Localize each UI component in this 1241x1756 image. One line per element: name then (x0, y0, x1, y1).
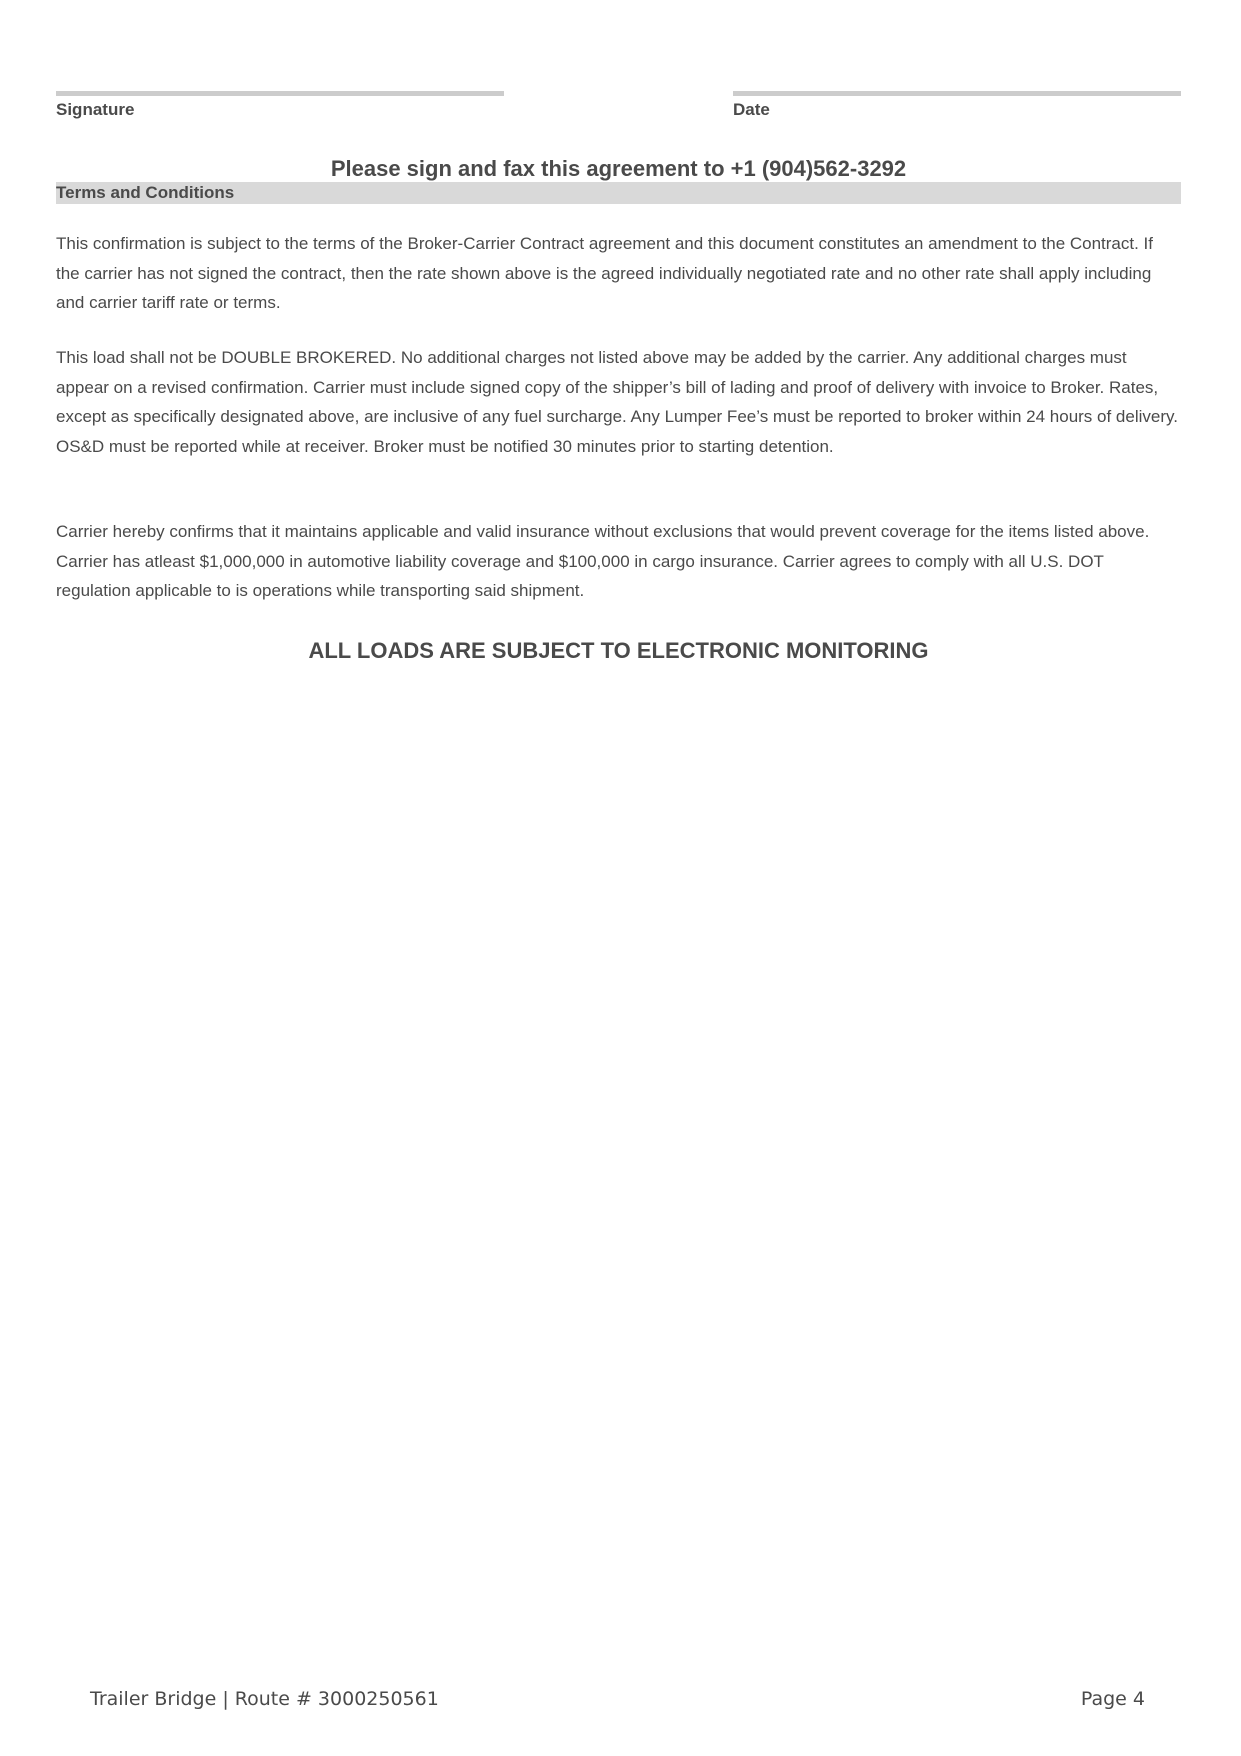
fax-instruction: Please sign and fax this agreement to +1 (904)562-3292 (330, 156, 907, 181)
date-line (733, 91, 1181, 96)
date-label: Date (733, 100, 770, 119)
terms-paragraph-insurance: Carrier hereby confirms that it maintains applicable and valid insurance without exclusions that would prevent coverage for the items listed above. Carrier has atleast $1,000,000 in automotive liability coverage and $100,000 in cargo insurance. Carrier agrees to comply with all U.S. DOT regulation applicable to is operations while transporting said shipment. (56, 522, 1150, 601)
terms-heading: Terms and Conditions (56, 182, 1181, 204)
footer-page-number: Page 4 (1080, 1688, 1145, 1710)
signature-field[interactable] (56, 91, 504, 121)
signature-label: Signature (56, 100, 135, 119)
date-field[interactable] (733, 91, 1181, 121)
terms-paragraph-confirmation: This confirmation is subject to the terms of the Broker-Carrier Contract agreement and this document constitutes an amendment to the Contract. If the carrier has not signed the contract, then the rate shown above is the agreed individually negotiated rate and no other rate shall apply including and carrier tariff rate or terms. (56, 234, 1154, 313)
monitoring-notice: ALL LOADS ARE SUBJECT TO ELECTRONIC MONITORING (308, 638, 929, 663)
footer-route: Trailer Bridge | Route # 3000250561 (90, 1688, 439, 1710)
signature-line (56, 91, 504, 96)
terms-paragraph-brokering: This load shall not be DOUBLE BROKERED. No additional charges not listed above may be added by the carrier. Any additional charges must appear on a revised confirmation. Carrier must include signed copy of the shipper’s bill of lading and proof of delivery with invoice to Broker. Rates, except as specifically designated above, are inclusive of any fuel surcharge. Any Lumper Fee’s must be reported to broker within 24 hours of delivery. OS&D must be reported while at receiver. Broker must be notified 30 minutes prior to starting detention. (56, 348, 1178, 456)
